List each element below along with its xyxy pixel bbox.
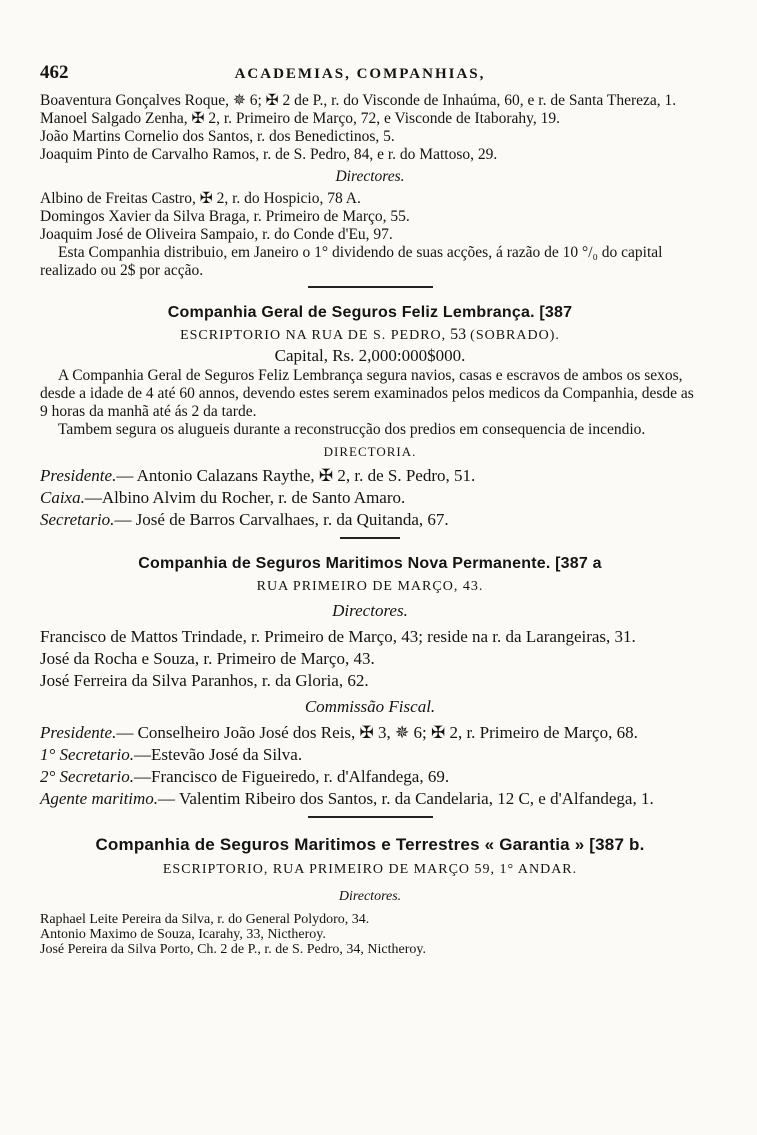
office-prefix: ESCRIPTORIO NA RUA DE S. PEDRO, <box>180 328 447 343</box>
company-title: Companhia de Seguros Maritimos e Terrestres « Garantia » [387 b. <box>95 835 645 854</box>
list-item: Joaquim Pinto de Carvalho Ramos, r. de S. Pedro, 84, e r. do Mattoso, 29. <box>40 146 498 163</box>
officer-line <box>40 766 700 788</box>
officer-text: —Estevão José da Silva. <box>133 745 303 764</box>
officer-text: — Valentim Ribeiro dos Santos, r. da Candelaria, 12 C, e d'Alfandega, 1. <box>158 789 654 808</box>
officer-role: Presidente. <box>40 466 117 485</box>
list-item: Domingos Xavier da Silva Braga, r. Primeiro de Março, 55. <box>40 208 410 225</box>
list-item: Joaquim José de Oliveira Sampaio, r. do Conde d'Eu, 97. <box>40 226 393 243</box>
officer-text: — Antonio Calazans Raythe, ✠ 2, r. de S. Pedro, 51. <box>116 466 476 485</box>
office-address <box>40 326 700 345</box>
officer-text: — José de Barros Carvalhaes, r. da Quitanda, 67. <box>114 510 449 529</box>
office-text: ESCRIPTORIO, RUA PRIMEIRO DE MARÇO 59, 1° ANDAR. <box>162 862 578 877</box>
officer-line <box>40 744 700 766</box>
paragraph: A Companhia Geral de Seguros Feliz Lembrança segura navios, casas e escravos de ambos os sexos, desde a idade de 4 até 60 annos, devendo estes serem examinados pelos medicos da Companhia, desde as 9 horas da manhã até ás 2 da tarde. <box>40 367 694 420</box>
officer-line <box>40 465 700 487</box>
officer-text: —Francisco de Figueiredo, r. d'Alfandega, 69. <box>133 767 450 786</box>
officer-text: —Albino Alvim du Rocher, r. de Santo Amaro. <box>84 488 406 507</box>
page-content <box>40 92 700 957</box>
officer-role: 1° Secretario. <box>40 745 134 764</box>
officer-role: 2° Secretario. <box>40 767 134 786</box>
section-heading: Commissão Fiscal. <box>304 697 436 716</box>
section-heading: Directores. <box>335 168 405 185</box>
list-item: João Martins Cornelio dos Santos, r. dos Benedictinos, 5. <box>40 128 395 145</box>
divider <box>308 816 433 818</box>
officer-role: Agente maritimo. <box>40 789 159 808</box>
list-item: Manoel Salgado Zenha, ✠ 2, r. Primeiro de Março, 72, e Visconde de Itaborahy, 19. <box>40 110 560 127</box>
section-heading: Directores. <box>332 601 408 620</box>
paragraph: Esta Companhia distribuio, em Janeiro o 1° dividendo de suas acções, á razão de 10 °/₀ do capital realizado ou 2$ por acção. <box>40 244 663 279</box>
capital-line: Capital, Rs. 2,000:000$000. <box>274 346 466 365</box>
list-item: José Pereira da Silva Porto, Ch. 2 de P., r. de S. Pedro, 34, Nictheroy. <box>40 942 426 957</box>
company-title: Companhia Geral de Seguros Feliz Lembrança. [387 <box>167 304 573 321</box>
page-header <box>40 64 680 86</box>
list-item: José da Rocha e Souza, r. Primeiro de Março, 43. <box>40 649 375 668</box>
list-item: Francisco de Mattos Trindade, r. Primeiro de Março, 43; reside na r. da Larangeiras, 31. <box>40 627 636 646</box>
officer-role: Caixa. <box>40 488 85 507</box>
officer-role: Secretario. <box>40 510 115 529</box>
running-title: ACADEMIAS, COMPANHIAS, <box>234 66 486 82</box>
company-title: Companhia de Seguros Maritimos Nova Permanente. [387 a <box>138 555 602 572</box>
page-number: 462 <box>40 62 69 83</box>
list-item: Antonio Maximo de Souza, Icarahy, 33, Nictheroy. <box>40 927 326 942</box>
paragraph: Tambem segura os alugueis durante a reconstrucção dos predios em consequencia de incendio. <box>58 421 646 438</box>
officer-line <box>40 487 700 509</box>
office-address <box>40 860 700 879</box>
divider <box>340 537 400 539</box>
office-address <box>40 577 700 596</box>
list-item: Boaventura Gonçalves Roque, ✵ 6; ✠ 2 de P., r. do Visconde de Inhaúma, 60, e r. de Santa Thereza, 1. <box>40 92 677 109</box>
office-suffix: (SOBRADO). <box>470 328 560 343</box>
officer-line <box>40 722 700 744</box>
list-item: Albino de Freitas Castro, ✠ 2, r. do Hospicio, 78 A. <box>40 190 361 207</box>
officer-line <box>40 509 700 531</box>
divider <box>308 286 433 288</box>
officer-role: Presidente. <box>40 723 117 742</box>
officer-line <box>40 788 700 810</box>
office-number: 53 <box>450 326 467 343</box>
section-heading: Directores. <box>338 889 402 904</box>
list-item: José Ferreira da Silva Paranhos, r. da Gloria, 62. <box>40 671 369 690</box>
list-item: Raphael Leite Pereira da Silva, r. do General Polydoro, 34. <box>40 912 370 927</box>
section-heading: DIRECTORIA. <box>323 444 417 459</box>
office-text: RUA PRIMEIRO DE MARÇO, 43. <box>256 579 484 594</box>
officer-text: — Conselheiro João José dos Reis, ✠ 3, ✵ 6; ✠ 2, r. Primeiro de Março, 68. <box>116 723 638 742</box>
